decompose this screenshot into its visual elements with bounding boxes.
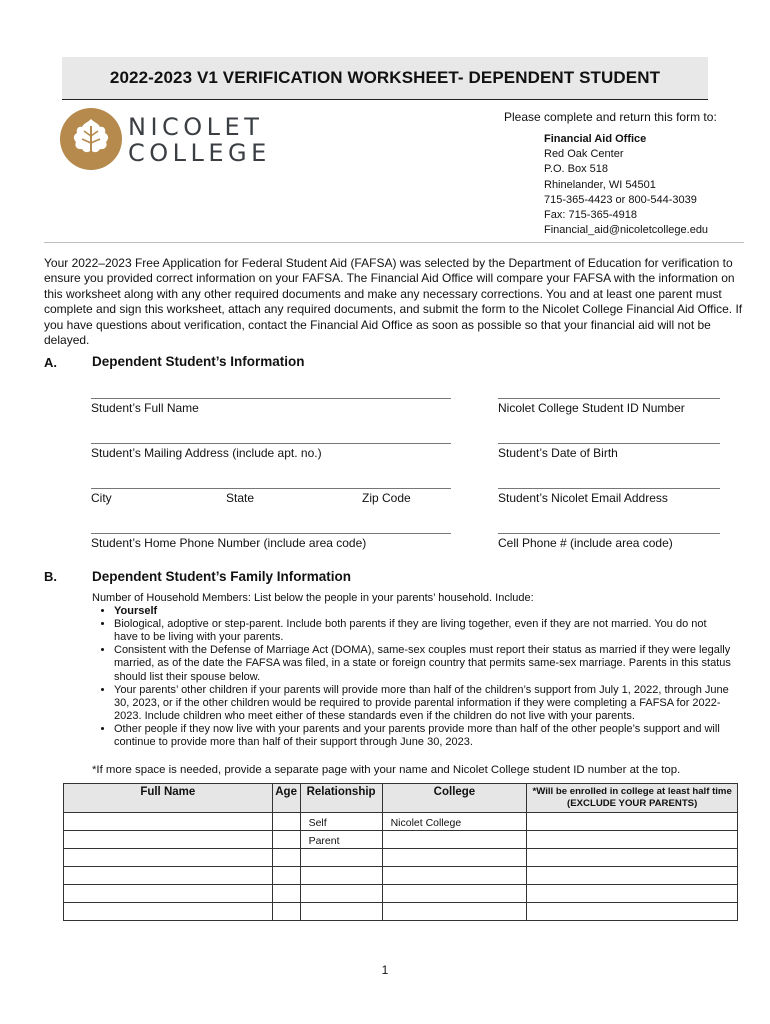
list-item: • Consistent with the Defense of Marriage Act (DOMA), same-sex couples must report their status as married if they were legally married, as of the date the FAFSA was filed, in a state or foreign country that permits same-sex marriage. Parents in this status should list their spouse below. bbox=[114, 644, 732, 683]
relationship-cell[interactable]: Self bbox=[300, 813, 382, 831]
address-building: Red Oak Center bbox=[544, 148, 624, 161]
mailing-address-field[interactable] bbox=[91, 443, 451, 444]
address-office: Financial Aid Office bbox=[544, 133, 647, 145]
zip-code-label: Zip Code bbox=[362, 491, 411, 505]
half-time-cell[interactable] bbox=[527, 867, 738, 885]
relationship-cell[interactable]: Parent bbox=[300, 831, 382, 849]
address-email: Financial_aid@nicoletcollege.edu bbox=[544, 224, 709, 237]
relationship-cell[interactable] bbox=[300, 849, 382, 867]
col-header-relationship: Relationship bbox=[300, 784, 382, 813]
name-cell[interactable] bbox=[64, 867, 273, 885]
home-phone-label: Student’s Home Phone Number (include area code) bbox=[91, 536, 367, 550]
address-fax: Fax: 715-365-4918 bbox=[544, 209, 637, 222]
logo-word-nicolet: NICOLET bbox=[128, 113, 264, 141]
cell-phone-label: Cell Phone # (include area code) bbox=[498, 536, 673, 550]
table-row bbox=[64, 813, 738, 831]
mailing-address-block bbox=[544, 132, 708, 238]
city-state-zip-field[interactable] bbox=[91, 488, 451, 489]
nicolet-college-logo bbox=[60, 108, 270, 170]
list-item: • Your parents’ other children if your parents will provide more than half of the children’s support from July 1, 2022, through June 30, 2023, or if the other children would be required to provide parental information if they were completing a FAFSA for 2022-2023. Include children who meet either of these standards even if the children do not live with your parents. bbox=[114, 684, 732, 723]
student-id-field[interactable] bbox=[498, 398, 720, 399]
nicolet-email-field[interactable] bbox=[498, 488, 720, 489]
college-cell[interactable] bbox=[382, 903, 527, 921]
college-cell[interactable]: Nicolet College bbox=[382, 813, 527, 831]
full-name-field[interactable] bbox=[91, 398, 451, 399]
address-city: Rhinelander, WI 54501 bbox=[544, 178, 656, 191]
age-cell[interactable] bbox=[272, 885, 300, 903]
student-id-label: Nicolet College Student ID Number bbox=[498, 401, 685, 415]
college-cell[interactable] bbox=[382, 885, 527, 903]
title-bar bbox=[62, 57, 708, 100]
list-item: • Other people if they now live with your parents and your parents provide more than half of the other people’s support and will continue to provide more than half of their support through June 30, 2023. bbox=[114, 723, 732, 749]
age-cell[interactable] bbox=[272, 831, 300, 849]
half-time-cell[interactable] bbox=[527, 813, 738, 831]
address-po-box: P.O. Box 518 bbox=[544, 163, 609, 176]
age-cell[interactable] bbox=[272, 903, 300, 921]
page-number: 1 bbox=[381, 963, 389, 977]
return-instructions: Please complete and return this form to: bbox=[504, 110, 717, 124]
list-item: • Biological, adoptive or step-parent. Include both parents if they are living together, even if they are not married. You do not have to be living with your parents. bbox=[114, 618, 732, 644]
age-cell[interactable] bbox=[272, 849, 300, 867]
half-time-cell[interactable] bbox=[527, 885, 738, 903]
household-lead: Number of Household Members: List below the people in your parents’ household. Include: bbox=[92, 592, 534, 604]
oak-leaf-icon bbox=[60, 108, 122, 170]
section-a-letter: A. bbox=[44, 355, 57, 370]
table-row bbox=[64, 903, 738, 921]
section-b-title: Dependent Student’s Family Information bbox=[92, 569, 352, 584]
list-item: • Yourself bbox=[114, 605, 732, 618]
header-divider bbox=[44, 242, 744, 243]
college-cell[interactable] bbox=[382, 831, 527, 849]
col-header-college: College bbox=[382, 784, 527, 813]
mailing-address-label: Student’s Mailing Address (include apt. no.) bbox=[91, 446, 322, 460]
relationship-cell[interactable] bbox=[300, 885, 382, 903]
name-cell[interactable] bbox=[64, 903, 273, 921]
full-name-label: Student’s Full Name bbox=[91, 401, 199, 415]
table-row bbox=[64, 867, 738, 885]
half-time-cell[interactable] bbox=[527, 903, 738, 921]
college-cell[interactable] bbox=[382, 867, 527, 885]
table-header-row bbox=[64, 784, 738, 813]
date-of-birth-field[interactable] bbox=[498, 443, 720, 444]
section-b-letter: B. bbox=[44, 569, 57, 584]
name-cell[interactable] bbox=[64, 831, 273, 849]
household-instructions bbox=[92, 592, 732, 749]
household-members-table bbox=[63, 783, 738, 921]
table-row bbox=[64, 849, 738, 867]
table-row bbox=[64, 831, 738, 849]
half-time-cell[interactable] bbox=[527, 831, 738, 849]
intro-paragraph: Your 2022–2023 Free Application for Federal Student Aid (FAFSA) was selected by the Department of Education for verification to ensure you provided correct information on your FAFSA. The Financial Aid Office will compare your FAFSA with the information on this worksheet along with any other required documents and make any necessary corrections. You and at least one parent must complete and sign this worksheet, attach any required documents, and submit the form to the Nicolet College Financial Aid Office. If you have questions about verification, contact the Financial Aid Office as soon as possible so that your financial aid will not be delayed. bbox=[44, 256, 743, 348]
age-cell[interactable] bbox=[272, 813, 300, 831]
col-header-age: Age bbox=[272, 784, 300, 813]
extra-space-note: *If more space is needed, provide a separate page with your name and Nicolet College student ID number at the top. bbox=[92, 764, 681, 776]
date-of-birth-label: Student’s Date of Birth bbox=[498, 446, 618, 460]
col-header-half-time: *Will be enrolled in college at least half time (EXCLUDE YOUR PARENTS) bbox=[527, 784, 738, 813]
household-bullet-list bbox=[92, 605, 732, 749]
half-time-cell[interactable] bbox=[527, 849, 738, 867]
city-label: City bbox=[91, 491, 112, 505]
name-cell[interactable] bbox=[64, 813, 273, 831]
relationship-cell[interactable] bbox=[300, 903, 382, 921]
cell-phone-field[interactable] bbox=[498, 533, 720, 534]
section-a-title: Dependent Student’s Information bbox=[92, 354, 305, 369]
college-cell[interactable] bbox=[382, 849, 527, 867]
logo-word-college: COLLEGE bbox=[128, 139, 271, 167]
relationship-cell[interactable] bbox=[300, 867, 382, 885]
age-cell[interactable] bbox=[272, 867, 300, 885]
col-header-full-name: Full Name bbox=[64, 784, 273, 813]
nicolet-email-label: Student’s Nicolet Email Address bbox=[498, 491, 668, 505]
page-title: 2022-2023 V1 VERIFICATION WORKSHEET- DEPENDENT STUDENT bbox=[109, 68, 661, 87]
table-row bbox=[64, 885, 738, 903]
state-label: State bbox=[226, 491, 255, 505]
name-cell[interactable] bbox=[64, 885, 273, 903]
home-phone-field[interactable] bbox=[91, 533, 451, 534]
name-cell[interactable] bbox=[64, 849, 273, 867]
address-phone: 715-365-4423 or 800-544-3039 bbox=[544, 193, 697, 206]
